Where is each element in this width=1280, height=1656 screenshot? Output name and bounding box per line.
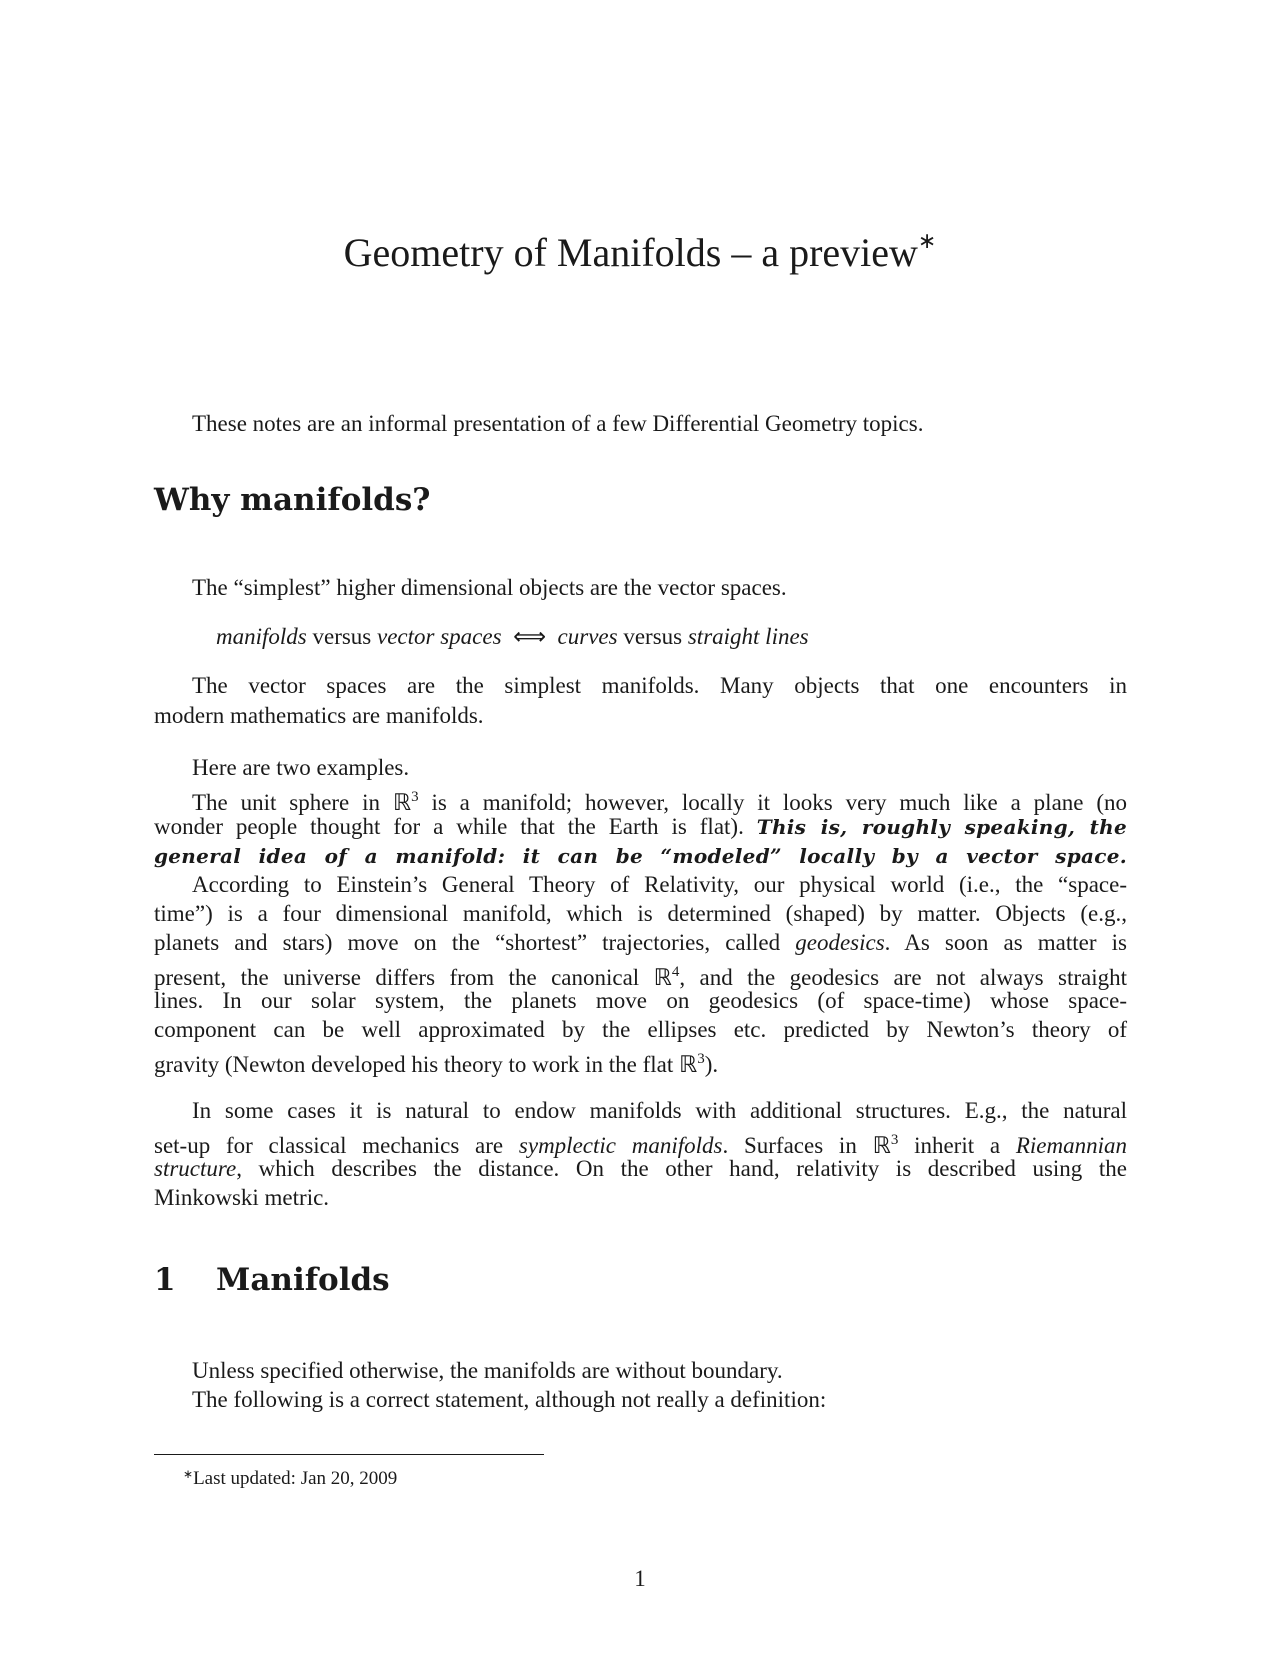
einstein-l4a: present, the universe differs from the canonical ℝ — [154, 965, 672, 990]
einstein-line-2: time”) is a four dimensional manifold, which is determined (shaped) by matter. Objects (e.g., — [154, 901, 1127, 926]
page-number: 1 — [634, 1566, 646, 1591]
geodesics-term: geodesics — [795, 930, 885, 955]
sphere-line-2 — [154, 812, 1127, 842]
analogy-straight-lines: straight lines — [687, 624, 809, 649]
analogy-versus-2: versus — [623, 624, 683, 649]
structures-line-4: Minkowski metric. — [154, 1185, 330, 1210]
document-title — [0, 228, 1280, 276]
einstein-line-1: According to Einstein’s General Theory of Relativity, our physical world (i.e., the “space- — [192, 872, 1127, 897]
title-text: Geometry of Manifolds – a preview — [343, 230, 918, 275]
section-heading-manifolds: Manifolds — [216, 1262, 390, 1298]
structures-line-3 — [154, 1154, 1127, 1184]
intro-paragraph: These notes are an informal presentation of a few Differential Geometry topics. — [192, 411, 924, 436]
einstein-l7b: ). — [704, 1052, 719, 1077]
sphere-sup: 3 — [411, 789, 419, 805]
structures-sup: 3 — [890, 1132, 899, 1148]
sphere-l1a: The unit sphere in ℝ — [192, 790, 412, 815]
structures-l2d: inherit a — [898, 1133, 1016, 1158]
sphere-bold-italic-1: This is, roughly speaking, the — [756, 815, 1127, 839]
analogy-versus-1: versus — [312, 624, 372, 649]
structures-l3b: , which describes the distance. On the other hand, relativity is described using the — [236, 1156, 1127, 1181]
analogy-display — [216, 622, 809, 652]
footnote-mark: ∗ — [183, 1467, 194, 1481]
unless-line: Unless specified otherwise, the manifolds are without boundary. — [192, 1358, 783, 1383]
einstein-sup-3: 3 — [697, 1051, 705, 1067]
simplest-sentence: The “simplest” higher dimensional objects are the vector spaces. — [192, 575, 787, 600]
vector-para-line-2: modern mathematics are manifolds. — [154, 703, 484, 728]
footnote-rule — [154, 1454, 544, 1455]
einstein-l3c: . As soon as matter is — [884, 930, 1127, 955]
title-footnote-mark: ∗ — [917, 228, 937, 253]
sphere-bold-italic-2: general idea of a manifold: it can be “modeled” locally by a vector space. — [154, 844, 1127, 868]
section-number: 1 — [154, 1262, 176, 1298]
footnote-text: Last updated: Jan 20, 2009 — [193, 1468, 398, 1489]
structures-l2c: . Surfaces in ℝ — [722, 1133, 891, 1158]
structure-term: structure — [154, 1156, 237, 1181]
two-examples-line: Here are two examples. — [192, 755, 410, 780]
einstein-line-6: component can be well approximated by the ellipses etc. predicted by Newton’s theory of — [154, 1017, 1127, 1042]
einstein-line-3 — [154, 928, 1127, 958]
sphere-l1b: is a manifold; however, locally it looks very much like a plane (no — [418, 790, 1128, 815]
analogy-curves: curves — [557, 624, 618, 649]
sphere-line-3 — [154, 841, 1127, 871]
section-heading-why-manifolds: Why manifolds? — [154, 482, 431, 518]
einstein-l3a: planets and stars) move on the “shortest” trajectories, called — [154, 930, 796, 955]
einstein-l7a: gravity (Newton developed his theory to work in the flat ℝ — [154, 1052, 698, 1077]
analogy-manifolds: manifolds — [216, 624, 307, 649]
iff-symbol: ⟺ — [513, 624, 547, 649]
einstein-l4b: , and the geodesics are not always straight — [679, 965, 1128, 990]
structures-l2a: set-up for classical mechanics are — [154, 1133, 519, 1158]
analogy-vector-spaces: vector spaces — [377, 624, 502, 649]
following-line: The following is a correct statement, although not really a definition: — [192, 1387, 827, 1412]
structures-line-1: In some cases it is natural to endow manifolds with additional structures. E.g., the natural — [192, 1098, 1127, 1123]
footnote — [183, 1467, 397, 1490]
sphere-l2a: wonder people thought for a while that the Earth is flat). — [154, 814, 757, 839]
einstein-line-7 — [154, 1044, 718, 1080]
vector-para-line-1: The vector spaces are the simplest manifolds. Many objects that one encounters in — [192, 673, 1127, 698]
symplectic-term: symplectic manifolds — [518, 1133, 723, 1158]
riemannian-term: Riemannian — [1015, 1133, 1128, 1158]
einstein-sup-4: 4 — [671, 964, 680, 980]
einstein-line-5: lines. In our solar system, the planets move on geodesics (of space-time) whose space- — [154, 988, 1127, 1013]
